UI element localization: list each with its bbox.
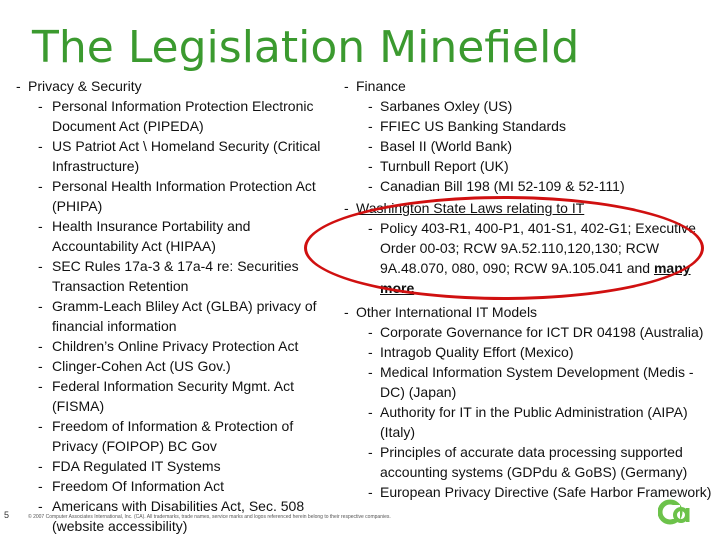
international-item: - European Privacy Directive (Safe Harbor Framework) <box>342 482 718 502</box>
washington-policy-text: Policy 403-R1, 400-P1, 401-S1, 402-G1; Executive Order 00-03; RCW 9A.52.110,120,130; RCW 9A.48.070, 080, 090; RCW 9A.105.041 and <box>380 220 696 276</box>
privacy-security-item: - Health Insurance Portability and Accountability Act (HIPAA) <box>14 216 336 256</box>
privacy-security-item: - Clinger-Cohen Act (US Gov.) <box>14 356 336 376</box>
page-number: 5 <box>4 510 10 520</box>
privacy-security-heading: - Privacy & Security <box>14 76 336 96</box>
finance-item: - Basel II (World Bank) <box>342 136 718 156</box>
right-column <box>342 76 718 502</box>
many-more-emphasis: many more <box>380 260 691 296</box>
ca-logo-icon <box>658 496 690 528</box>
international-heading: - Other International IT Models <box>342 302 718 322</box>
privacy-security-item: - Federal Information Security Mgmt. Act (FISMA) <box>14 376 336 416</box>
international-item: - Principles of accurate data processing supported accounting systems (GDPdu & GoBS) (Germany) <box>342 442 718 482</box>
international-item: - Authority for IT in the Public Administration (AIPA) (Italy) <box>342 402 718 442</box>
privacy-security-item: - US Patriot Act \ Homeland Security (Critical Infrastructure) <box>14 136 336 176</box>
left-column <box>14 76 336 536</box>
privacy-security-item: - Personal Health Information Protection Act (PHIPA) <box>14 176 336 216</box>
international-item: - Intragob Quality Effort (Mexico) <box>342 342 718 362</box>
privacy-security-item: - SEC Rules 17a-3 & 17a-4 re: Securities Transaction Retention <box>14 256 336 296</box>
finance-item: - FFIEC US Banking Standards <box>342 116 718 136</box>
washington-heading: - Washington State Laws relating to IT <box>342 198 718 218</box>
international-item: - Medical Information System Development (Medis -DC) (Japan) <box>342 362 718 402</box>
privacy-security-item: - Freedom Of Information Act <box>14 476 336 496</box>
copyright-footer: © 2007 Computer Associates International, Inc. (CA). All trademarks, trade names, service marks and logos referenced herein belong to their respective companies. <box>28 514 391 520</box>
privacy-security-item: - Freedom of Information & Protection of Privacy (FOIPOP) BC Gov <box>14 416 336 456</box>
privacy-security-item: - Gramm-Leach Bliley Act (GLBA) privacy of financial information <box>14 296 336 336</box>
privacy-security-item: - Personal Information Protection Electronic Document Act (PIPEDA) <box>14 96 336 136</box>
privacy-security-list <box>14 96 336 536</box>
international-list <box>342 322 718 502</box>
finance-list <box>342 96 718 196</box>
privacy-security-item: - FDA Regulated IT Systems <box>14 456 336 476</box>
privacy-security-item: - Americans with Disabilities Act, Sec. 508 (website accessibility) <box>14 496 336 536</box>
finance-item: - Canadian Bill 198 (MI 52-109 & 52-111) <box>342 176 718 196</box>
privacy-security-item: - Children’s Online Privacy Protection Act <box>14 336 336 356</box>
finance-item: - Sarbanes Oxley (US) <box>342 96 718 116</box>
finance-item: - Turnbull Report (UK) <box>342 156 718 176</box>
finance-heading: - Finance <box>342 76 718 96</box>
washington-policy-item <box>342 218 718 298</box>
page-title: The Legislation Minefield <box>32 22 580 73</box>
international-item: - Corporate Governance for ICT DR 04198 (Australia) <box>342 322 718 342</box>
